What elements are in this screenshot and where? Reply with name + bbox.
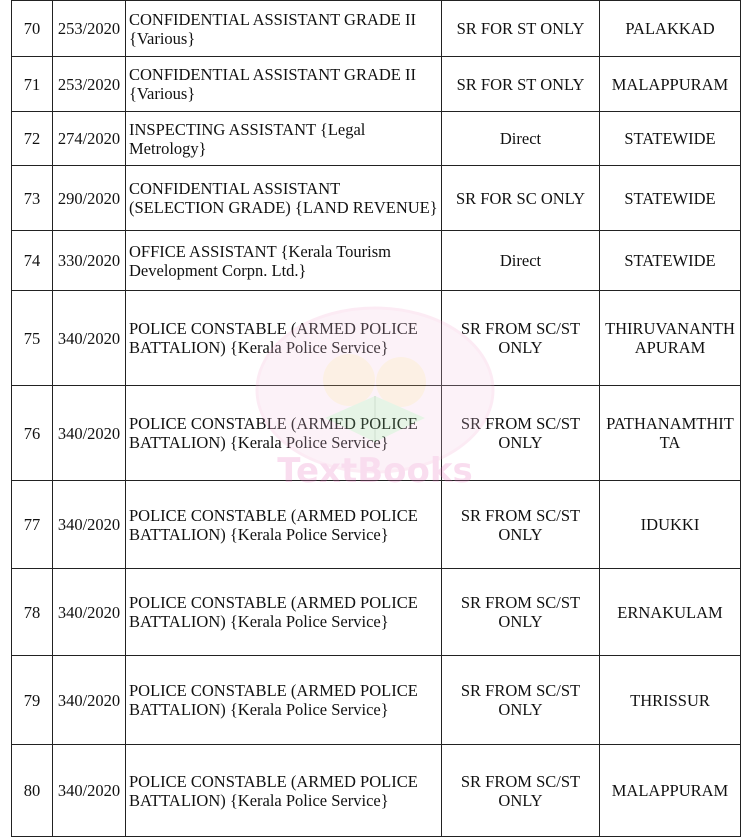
post-name-cell: CONFIDENTIAL ASSISTANT GRADE II {Various}: [126, 57, 442, 112]
sl-no-cell: 73: [12, 166, 53, 231]
table-row: [12, 231, 741, 291]
category-number-cell: 340/2020: [53, 291, 126, 386]
category-number-cell: 290/2020: [53, 166, 126, 231]
post-name-cell: CONFIDENTIAL ASSISTANT GRADE II {Various}: [126, 1, 442, 57]
sl-no-cell: 71: [12, 57, 53, 112]
recruitment-method-cell: SR FROM SC/ST ONLY: [442, 291, 600, 386]
post-name-cell: POLICE CONSTABLE (ARMED POLICE BATTALION) {Kerala Police Service}: [126, 481, 442, 569]
district-cell: THIRUVANANTH APURAM: [600, 291, 741, 386]
post-name-cell: POLICE CONSTABLE (ARMED POLICE BATTALION) {Kerala Police Service}: [126, 745, 442, 837]
recruitment-method-cell: Direct: [442, 112, 600, 166]
district-cell: ERNAKULAM: [600, 569, 741, 656]
category-number-cell: 340/2020: [53, 656, 126, 745]
recruitment-method-cell: SR FROM SC/ST ONLY: [442, 386, 600, 481]
category-number-cell: 340/2020: [53, 386, 126, 481]
post-name-cell: POLICE CONSTABLE (ARMED POLICE BATTALION) {Kerala Police Service}: [126, 569, 442, 656]
table-row: [12, 481, 741, 569]
post-name-cell: CONFIDENTIAL ASSISTANT (SELECTION GRADE) {LAND REVENUE}: [126, 166, 442, 231]
district-cell: STATEWIDE: [600, 166, 741, 231]
post-name-cell: POLICE CONSTABLE (ARMED POLICE BATTALION) {Kerala Police Service}: [126, 656, 442, 745]
category-number-cell: 340/2020: [53, 569, 126, 656]
sl-no-cell: 78: [12, 569, 53, 656]
recruitment-method-cell: Direct: [442, 231, 600, 291]
table-row: [12, 569, 741, 656]
category-number-cell: 253/2020: [53, 57, 126, 112]
post-name-cell: INSPECTING ASSISTANT {Legal Metrology}: [126, 112, 442, 166]
sl-no-cell: 74: [12, 231, 53, 291]
recruitment-method-cell: SR FROM SC/ST ONLY: [442, 745, 600, 837]
district-cell: STATEWIDE: [600, 112, 741, 166]
table-row: [12, 656, 741, 745]
sl-no-cell: 72: [12, 112, 53, 166]
table-row: [12, 1, 741, 57]
watermark-text: TextBooks: [277, 451, 473, 491]
post-name-cell: POLICE CONSTABLE (ARMED POLICE BATTALION) {Kerala Police Service}: [126, 386, 442, 481]
sl-no-cell: 79: [12, 656, 53, 745]
district-cell: IDUKKI: [600, 481, 741, 569]
table-row: [12, 166, 741, 231]
district-cell: PATHANAMTHIT TA: [600, 386, 741, 481]
recruitment-method-cell: SR FROM SC/ST ONLY: [442, 481, 600, 569]
sl-no-cell: 75: [12, 291, 53, 386]
district-cell: THRISSUR: [600, 656, 741, 745]
table-row: [12, 112, 741, 166]
category-number-cell: 253/2020: [53, 1, 126, 57]
sl-no-cell: 77: [12, 481, 53, 569]
recruitment-method-cell: SR FOR SC ONLY: [442, 166, 600, 231]
sl-no-cell: 80: [12, 745, 53, 837]
table-row: [12, 57, 741, 112]
post-name-cell: OFFICE ASSISTANT {Kerala Tourism Development Corpn. Ltd.}: [126, 231, 442, 291]
vacancy-table: [11, 0, 741, 837]
table-row: [12, 386, 741, 481]
district-cell: PALAKKAD: [600, 1, 741, 57]
category-number-cell: 340/2020: [53, 481, 126, 569]
table-row: [12, 291, 741, 386]
recruitment-method-cell: SR FOR ST ONLY: [442, 57, 600, 112]
sl-no-cell: 76: [12, 386, 53, 481]
district-cell: STATEWIDE: [600, 231, 741, 291]
district-cell: MALAPPURAM: [600, 57, 741, 112]
recruitment-method-cell: SR FROM SC/ST ONLY: [442, 569, 600, 656]
sl-no-cell: 70: [12, 1, 53, 57]
category-number-cell: 340/2020: [53, 745, 126, 837]
recruitment-method-cell: SR FOR ST ONLY: [442, 1, 600, 57]
recruitment-method-cell: SR FROM SC/ST ONLY: [442, 656, 600, 745]
category-number-cell: 330/2020: [53, 231, 126, 291]
table-row: [12, 745, 741, 837]
post-name-cell: POLICE CONSTABLE (ARMED POLICE BATTALION) {Kerala Police Service}: [126, 291, 442, 386]
category-number-cell: 274/2020: [53, 112, 126, 166]
district-cell: MALAPPURAM: [600, 745, 741, 837]
